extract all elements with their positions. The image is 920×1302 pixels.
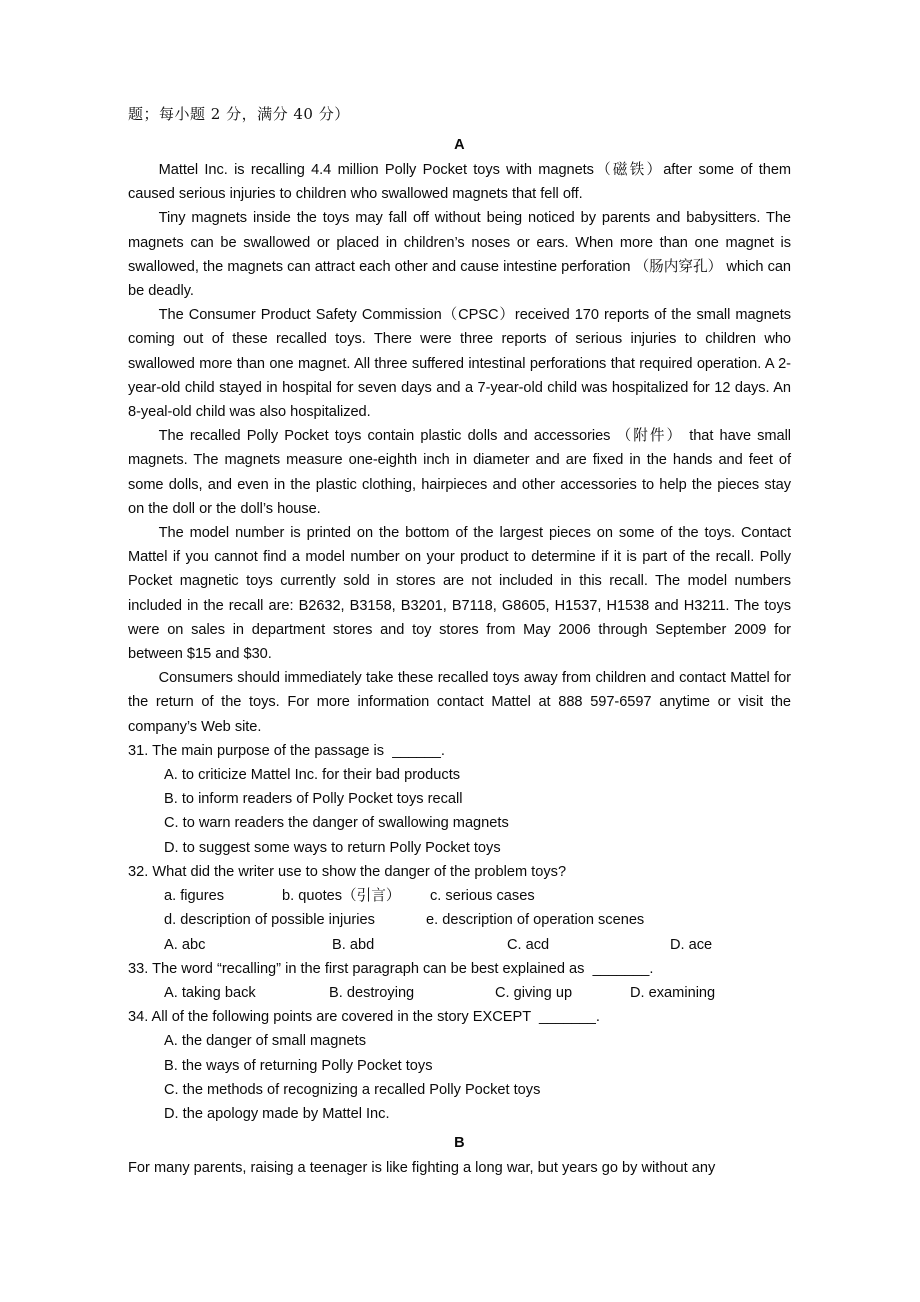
question-32-suboption-a[interactable]: a. figures [164, 888, 225, 905]
passage-b-paragraph-1: For many parents, raising a teenager is like fighting a long war, but years go by without any [128, 1160, 716, 1177]
question-32-option-d[interactable]: D. ace [670, 936, 713, 953]
question-32-option-c[interactable]: C. acd [507, 936, 550, 953]
question-32-option-a[interactable]: A. abc [164, 936, 206, 953]
passage-a-paragraph-3: The Consumer Product Safety Commission（CPSC）received 170 reports of the small magnets coming out of these recalled toys. There were three reports of serious injuries to children who swallowed more than one magnet. All three suffered intestinal perforations that required operation. A 2-year-old child stayed in hospital for seven days and a 7-year-old child was hospitalized for 12 days. An 8-yeal-old child was also hospitalized. [128, 307, 791, 421]
question-32-option-b[interactable]: B. abd [332, 936, 375, 953]
question-31-stem: 31. The main purpose of the passage is ______. [128, 742, 445, 759]
section-heading-a: A [454, 137, 465, 153]
question-31-option-c[interactable]: C. to warn readers the danger of swallowing magnets [164, 815, 509, 832]
question-33-stem: 33. The word “recalling” in the first paragraph can be best explained as _______. [128, 960, 654, 977]
passage-a-paragraph-2: Tiny magnets inside the toys may fall off without being noticed by parents and babysitters. The magnets can be swallowed or placed in children’s noses or ears. When more than one magnet is swallowed, the magnets can attract each other and cause intestine perforation （肠内穿孔） which can be deadly. [128, 210, 791, 300]
question-34-stem: 34. All of the following points are covered in the story EXCEPT _______. [128, 1009, 600, 1026]
header-chinese-line: 题；每小题 2 分，满分 40 分） [128, 105, 350, 123]
question-33-options-row [128, 981, 791, 1005]
question-34-option-b[interactable]: B. the ways of returning Polly Pocket toys [164, 1057, 433, 1074]
question-33-option-d[interactable]: D. examining [630, 984, 716, 1001]
question-31-option-b[interactable]: B. to inform readers of Polly Pocket toys recall [164, 791, 463, 808]
question-32-options-row [128, 933, 791, 957]
question-33-option-a[interactable]: A. taking back [164, 984, 256, 1001]
question-33-option-c[interactable]: C. giving up [495, 984, 573, 1001]
page-content [128, 100, 791, 1180]
passage-a-paragraph-4: The recalled Polly Pocket toys contain plastic dolls and accessories （附件） that have small magnets. The magnets measure one-eighth inch in diameter and are fixed in the hands and feet of some dolls, and even in the plastic clothing, hairpieces and other accessories to help the pieces stay on the doll or the doll’s house. [128, 428, 791, 517]
question-32-suboption-d[interactable]: d. description of possible injuries [164, 912, 375, 929]
question-32-suboption-b[interactable]: b. quotes（引言） [282, 888, 401, 905]
question-33-option-b[interactable]: B. destroying [329, 984, 415, 1001]
passage-a-paragraph-1: Mattel Inc. is recalling 4.4 million Polly Pocket toys with magnets（磁铁）after some of them caused serious injuries to children who swallowed magnets that fell off. [128, 162, 791, 203]
question-34-option-c[interactable]: C. the methods of recognizing a recalled Polly Pocket toys [164, 1081, 541, 1098]
question-32-suboption-c[interactable]: c. serious cases [430, 888, 535, 905]
question-32-suboption-row-1 [128, 884, 791, 908]
passage-a-paragraph-6: Consumers should immediately take these recalled toys away from children and contact Mattel for the return of the toys. For more information contact Mattel at 888 597-6597 anytime or visit the company’s Web site. [128, 670, 791, 735]
question-31-option-d[interactable]: D. to suggest some ways to return Polly Pocket toys [164, 839, 501, 856]
question-31-option-a[interactable]: A. to criticize Mattel Inc. for their bad products [164, 767, 461, 784]
question-32-suboption-row-2 [128, 908, 791, 932]
section-heading-b: B [454, 1135, 465, 1152]
question-32-stem: 32. What did the writer use to show the danger of the problem toys? [128, 863, 567, 880]
passage-a-paragraph-5: The model number is printed on the bottom of the largest pieces on some of the toys. Contact Mattel if you cannot find a model number on your product to determine if it is part of the recall. Polly Pocket magnetic toys currently sold in stores are not included in this recall. The model numbers included in the recall are: B2632, B3158, B3201, B7118, G8605, H1537, H1538 and H3211. The toys were on sales in department stores and toy stores from May 2006 through September 2009 for between $15 and $30. [128, 525, 791, 663]
question-34-option-a[interactable]: A. the danger of small magnets [164, 1033, 366, 1050]
question-34-option-d[interactable]: D. the apology made by Mattel Inc. [164, 1105, 390, 1122]
question-32-suboption-e[interactable]: e. description of operation scenes [426, 912, 645, 929]
